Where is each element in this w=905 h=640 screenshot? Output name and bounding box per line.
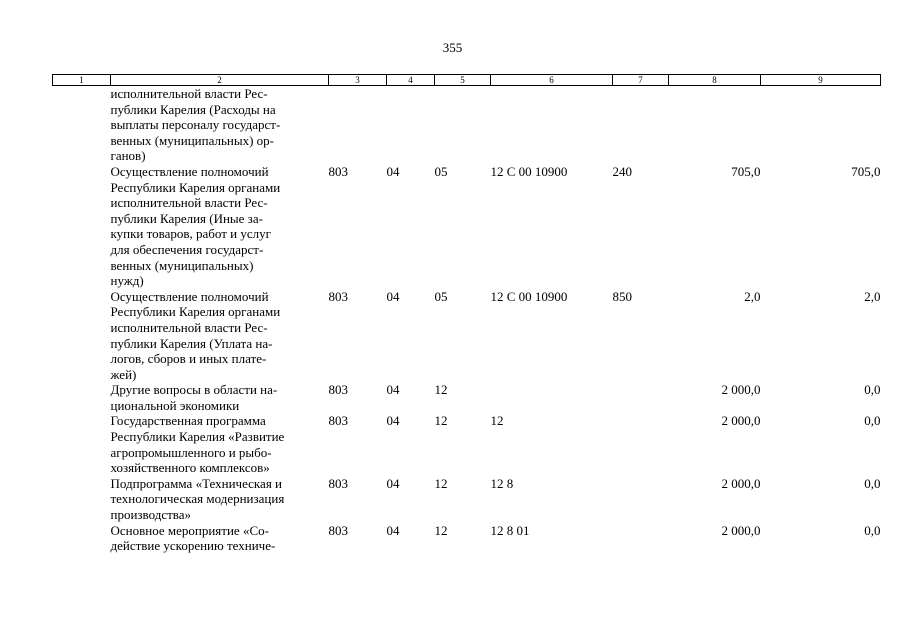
section-code-cell: 04 [386, 163, 400, 179]
subsection-code-cell: 12 [434, 382, 448, 398]
row-name-cell: Осуществление полномочий Республики Карелия органами исполнительной власти Рес- публики Карелия (Уплата на- логов, сборов и иных плате- жей) [110, 288, 281, 382]
amount-year2-cell: 0,0 [864, 413, 881, 429]
ministry-code-cell: 803 [328, 413, 348, 429]
ministry-code-cell [329, 86, 387, 164]
column-header: 1 [53, 75, 111, 86]
column-header: 7 [613, 75, 669, 86]
column-header: 5 [435, 75, 491, 86]
row-number-cell [53, 413, 111, 475]
column-header: 2 [111, 75, 329, 86]
row-name-cell: Государственная программа Республики Карелия «Развитие агропромышленного и рыбо- хозяйственного комплексов» [110, 413, 285, 476]
expense-type-cell: 850 [612, 288, 632, 304]
amount-year1-cell: 705,0 [731, 163, 761, 179]
section-code-cell: 04 [386, 413, 400, 429]
ministry-code-cell: 803 [328, 522, 348, 538]
subsection-code-cell: 12 [434, 475, 448, 491]
column-header: 9 [761, 75, 881, 86]
subsection-code-cell: 05 [434, 163, 448, 179]
row-name-cell: Осуществление полномочий Республики Карелия органами исполнительной власти Рес- публики Карелия (Иные за- купки товаров, работ и услуг для обеспечения государст- венных (муниципальных) нужд) [110, 163, 281, 289]
amount-year1-cell: 2 000,0 [721, 382, 761, 398]
target-article-cell [491, 382, 613, 413]
page-number: 355 [442, 40, 463, 55]
expense-type-cell [613, 382, 669, 413]
amount-year2-cell: 705,0 [851, 163, 881, 179]
amount-year2-cell: 2,0 [864, 288, 881, 304]
row-number-cell [53, 382, 111, 413]
row-number-cell [53, 289, 111, 383]
table-row [53, 523, 881, 554]
row-name-cell: Другие вопросы в области на- циональной экономики [110, 382, 278, 413]
subsection-code-cell [435, 86, 491, 164]
table-body [53, 86, 881, 554]
ministry-code-cell: 803 [328, 475, 348, 491]
target-article-cell [491, 86, 613, 164]
section-code-cell: 04 [386, 522, 400, 538]
budget-table [52, 74, 881, 554]
table-row [53, 86, 881, 164]
subsection-code-cell: 12 [434, 413, 448, 429]
column-header: 8 [669, 75, 761, 86]
amount-year2-cell: 0,0 [864, 475, 881, 491]
row-number-cell [53, 523, 111, 554]
expense-type-cell [613, 86, 669, 164]
target-article-cell: 12 С 00 10900 [490, 288, 568, 304]
table-row [53, 382, 881, 413]
row-name-cell: Подпрограмма «Техническая и технологическая модернизация производства» [110, 475, 285, 523]
row-number-cell [53, 164, 111, 289]
expense-type-cell [613, 523, 669, 554]
column-number-row [53, 75, 881, 86]
expense-type-cell: 240 [612, 163, 632, 179]
target-article-cell: 12 8 01 [490, 522, 530, 538]
table-row [53, 164, 881, 289]
table-row [53, 289, 881, 383]
row-number-cell [53, 86, 111, 164]
amount-year2-cell [761, 86, 881, 164]
subsection-code-cell: 05 [434, 288, 448, 304]
target-article-cell: 12 С 00 10900 [490, 163, 568, 179]
section-code-cell: 04 [386, 475, 400, 491]
amount-year1-cell: 2 000,0 [721, 413, 761, 429]
target-article-cell: 12 8 [490, 475, 514, 491]
target-article-cell: 12 [490, 413, 504, 429]
amount-year2-cell: 0,0 [864, 382, 881, 398]
column-header: 4 [387, 75, 435, 86]
section-code-cell: 04 [386, 288, 400, 304]
column-header: 6 [491, 75, 613, 86]
table-row [53, 413, 881, 475]
expense-type-cell [613, 476, 669, 523]
ministry-code-cell: 803 [328, 288, 348, 304]
amount-year1-cell: 2 000,0 [721, 522, 761, 538]
row-name-cell: Основное мероприятие «Со- действие ускорению техниче- [110, 522, 276, 554]
ministry-code-cell: 803 [328, 163, 348, 179]
table-row [53, 476, 881, 523]
amount-year1-cell [669, 86, 761, 164]
row-name-cell: исполнительной власти Рес- публики Карелия (Расходы на выплаты персоналу государст- венных (муниципальных) ор- ганов) [110, 86, 281, 164]
subsection-code-cell: 12 [434, 522, 448, 538]
row-number-cell [53, 476, 111, 523]
ministry-code-cell: 803 [328, 382, 348, 398]
column-header: 3 [329, 75, 387, 86]
section-code-cell [387, 86, 435, 164]
section-code-cell: 04 [386, 382, 400, 398]
amount-year1-cell: 2 000,0 [721, 475, 761, 491]
expense-type-cell [613, 413, 669, 475]
amount-year1-cell: 2,0 [744, 288, 761, 304]
amount-year2-cell: 0,0 [864, 522, 881, 538]
